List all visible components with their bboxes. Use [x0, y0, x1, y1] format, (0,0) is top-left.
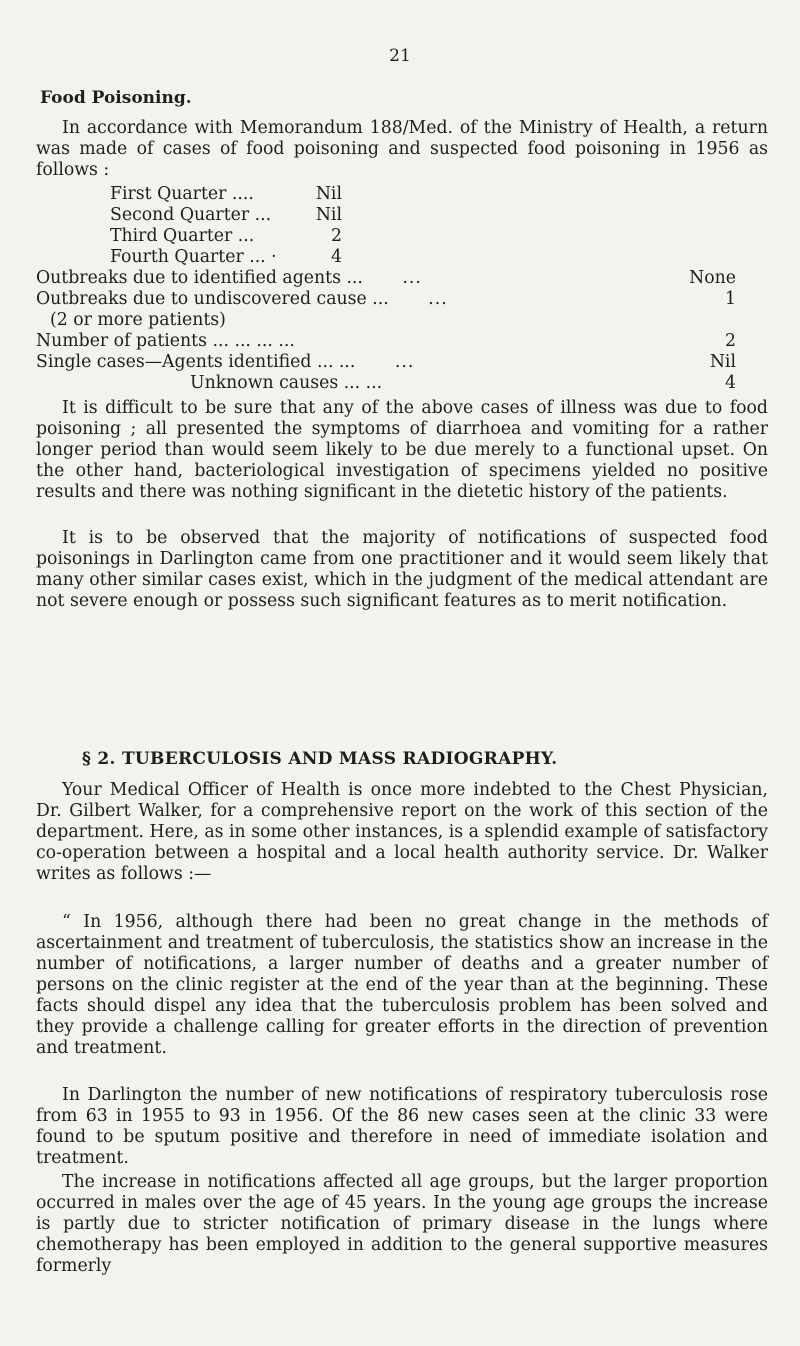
quarter-value: Nil	[315, 205, 342, 225]
outbreak-label	[36, 352, 636, 373]
quarter-label: Fourth Quarter ... ·	[110, 247, 277, 267]
page-number: 21	[389, 46, 411, 66]
paragraph: It is difficult to be sure that any of the above cases of illness was due to food poisoning ; all presented the symptoms of diarrhoea and vomiting for a rather longer period than would seem likely to be due merely to a functional upset. On the other hand, bacteriological investigation of specimens yielded no positive results and there was nothing significant in the dietetic history of the patients.	[36, 398, 768, 502]
outbreak-label	[36, 268, 636, 289]
outbreak-label-text: Outbreaks due to undiscovered cause ...	[36, 289, 389, 309]
outbreak-label-text: Unknown causes ... ...	[190, 373, 383, 393]
outbreak-label	[36, 331, 636, 352]
paragraph: It is to be observed that the majority of notifications of suspected food poisonings in Darlington came from one practitioner and it would seem likely that many other similar cases exist, which in the judgment of the medical attendant are not severe enough or possess such significant features as to merit notification.	[36, 528, 768, 611]
outbreak-label-text: Single cases—Agents identified ... ...	[36, 352, 356, 372]
outbreak-label-text: Outbreaks due to identified agents ...	[36, 268, 363, 288]
quarter-value: Nil	[315, 184, 342, 204]
quarter-label: First Quarter ....	[110, 184, 254, 204]
outbreak-value: None	[689, 268, 736, 288]
quoted-paragraph: “ In 1956, although there had been no great change in the methods of ascertainment and treatment of tuberculosis, the statistics show an increase in the number of notifications, a larger number of deaths and a greater number of persons on the clinic register at the end of the year than at the beginning. These facts should dispel any idea that the tuberculosis problem has been solved and they provide a challenge calling for greater efforts in the direction of prevention and treatment.	[36, 912, 768, 1058]
leader-dots: ...	[428, 289, 448, 309]
section-heading-food-poisoning: Food Poisoning.	[40, 88, 192, 108]
paragraph: The increase in notifications affected all age groups, but the larger proportion occurred in males over the age of 45 years. In the young age groups the increase is partly due to stricter notification of primary disease in the lungs where chemotherapy has been employed in addition to the general supportive measures formerly	[36, 1172, 768, 1276]
outbreak-note-text: (2 or more patients)	[50, 310, 226, 330]
paragraph: Your Medical Officer of Health is once more indebted to the Chest Physician, Dr. Gilbert Walker, for a comprehensive report on the work of this section of the department. Here, as in some other instances, is a splendid example of satisfactory co-operation between a hospital and a local health authority service. Dr. Walker writes as follows :—	[36, 780, 768, 884]
leader-dots: ...	[394, 352, 415, 372]
quarter-value: 2	[331, 226, 342, 246]
outbreak-label	[36, 289, 636, 310]
leader-dots: ...	[402, 268, 422, 288]
quarter-label: Third Quarter ...	[110, 226, 255, 246]
outbreak-label-text: Number of patients ... ... ... ...	[36, 331, 295, 351]
section-heading-tuberculosis: § 2. TUBERCULOSIS AND MASS RADIOGRAPHY.	[82, 749, 558, 769]
outbreak-value: 4	[725, 373, 736, 393]
intro-paragraph: In accordance with Memorandum 188/Med. of the Ministry of Health, a return was made of cases of food poisoning and suspected food poisoning in 1956 as follows :	[36, 118, 768, 180]
quarter-value: 4	[331, 247, 342, 267]
paragraph: In Darlington the number of new notifications of respiratory tuberculosis rose from 63 in 1955 to 93 in 1956. Of the 86 new cases seen at the clinic 33 were found to be sputum positive and therefore in need of immediate isolation and treatment.	[36, 1085, 768, 1168]
quarter-label: Second Quarter ...	[110, 205, 272, 225]
outbreak-value: 1	[725, 289, 736, 309]
outbreak-value: 2	[725, 331, 736, 351]
outbreak-note	[50, 310, 650, 331]
outbreak-value: Nil	[709, 352, 736, 372]
